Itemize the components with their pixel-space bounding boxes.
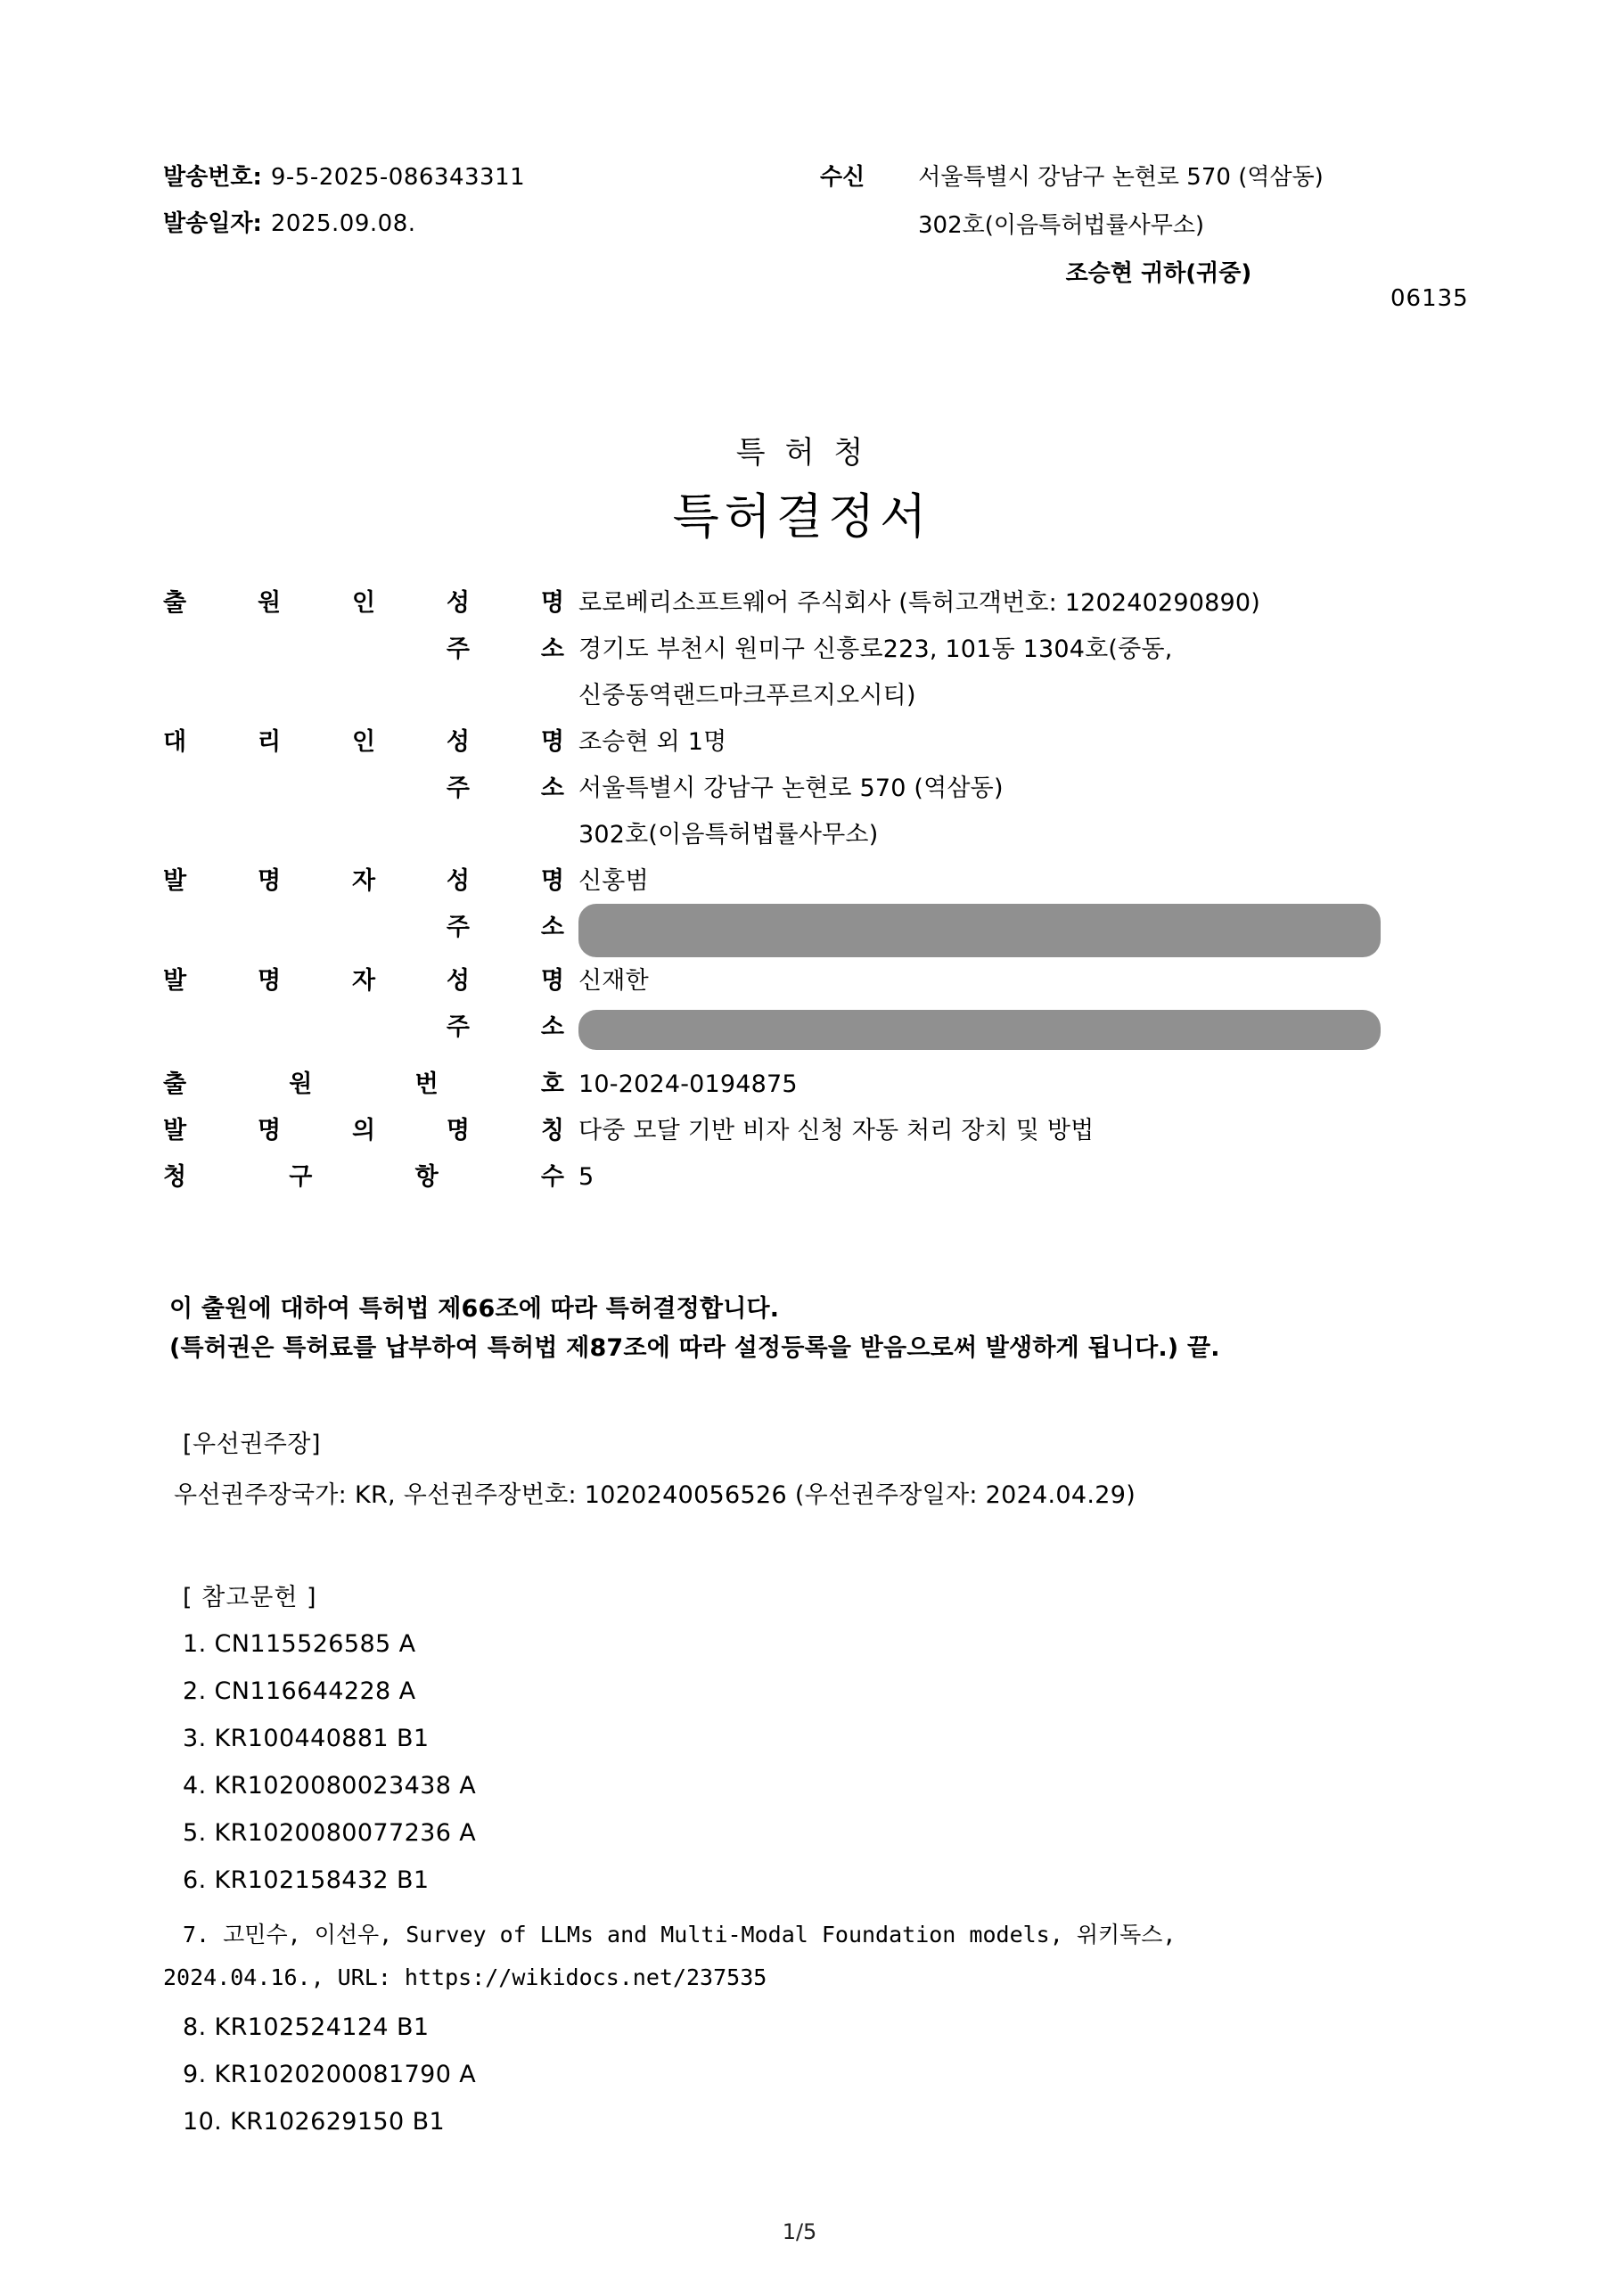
application-number-label: 출 원 번 호	[163, 1070, 564, 1098]
reference-item: 2. CN116644228 A	[183, 1677, 416, 1705]
page-title: 특허결정서	[672, 488, 932, 545]
priority-body: 우선권주장국가: KR, 우선권주장번호: 1020240056526 (우선권주장일자: 2024.04.29)	[174, 1481, 1136, 1509]
field-row-claim-count	[163, 1155, 1464, 1200]
inventor2-address-redaction	[578, 1010, 1381, 1050]
reference-item-7	[163, 1914, 1520, 1999]
claim-count-value: 5	[578, 1163, 594, 1191]
recipient-address-line2: 302호(이음특허법률사무소)	[918, 212, 1205, 239]
inventor2-name-value: 신재한	[578, 967, 649, 995]
reference-item: 8. KR102524124 B1	[183, 2013, 430, 2041]
reference-7-line1: 7. 고민수, 이선우, Survey of LLMs and Multi-Modal Foundation models, 위키독스,	[183, 1922, 1177, 1948]
send-number-row	[163, 159, 525, 192]
inventor1-name-label: 발 명 자 성 명	[163, 867, 564, 895]
applicant-name-label: 출 원 인 성 명	[163, 589, 564, 617]
applicant-address-line1: 경기도 부천시 원미구 신흥로223, 101동 1304호(중동,	[578, 636, 1173, 663]
decision-statement	[169, 1290, 1488, 1368]
agent-name-label: 대 리 인 성 명	[163, 728, 564, 756]
reference-item: 3. KR100440881 B1	[183, 1725, 430, 1752]
recipient-label: 수신	[820, 164, 865, 191]
field-row-agent-address-cont	[163, 813, 1464, 857]
send-date-row	[163, 205, 525, 238]
field-row-applicant-address	[163, 627, 1464, 672]
reference-item: 5. KR1020080077236 A	[183, 1819, 477, 1847]
bibliographic-fields	[163, 581, 1464, 1201]
references-heading: [ 참고문헌 ]	[183, 1584, 317, 1611]
reference-item: 9. KR1020200081790 A	[183, 2061, 477, 2088]
decision-line-1: 이 출원에 대하여 특허법 제66조에 따라 특허결정합니다.	[169, 1295, 780, 1323]
applicant-address-line2: 신중동역랜드마크푸르지오시티)	[578, 682, 916, 709]
field-row-inventor2-name	[163, 959, 1464, 1004]
reference-7-line2: 2024.04.16., URL: https://wikidocs.net/237535	[163, 1964, 767, 1990]
field-row-applicant-name	[163, 581, 1464, 626]
send-info-block	[163, 159, 525, 251]
application-number-value: 10-2024-0194875	[578, 1070, 798, 1098]
priority-claim-section	[174, 1424, 1502, 1510]
inventor1-name-value: 신홍범	[578, 867, 649, 895]
field-row-agent-address	[163, 767, 1464, 811]
field-row-inventor2-address	[163, 1005, 1464, 1050]
send-date-value: 2025.09.08.	[270, 210, 416, 237]
invention-title-value: 다중 모달 기반 비자 신청 자동 처리 장치 및 방법	[578, 1117, 1095, 1144]
agent-name-value: 조승현 외 1명	[578, 728, 727, 756]
reference-item: 4. KR1020080023438 A	[183, 1772, 477, 1800]
recipient-first-row	[820, 159, 1444, 192]
reference-item: 10. KR102629150 B1	[183, 2108, 446, 2136]
applicant-address-label: 주 소	[446, 636, 564, 663]
recipient-name: 조승현 귀하(귀중)	[1065, 260, 1252, 287]
field-row-inventor1-address	[163, 906, 1464, 957]
inventor2-address-label: 주 소	[446, 1013, 564, 1041]
recipient-block	[820, 159, 1444, 288]
field-row-agent-name	[163, 720, 1464, 765]
references-section	[163, 1578, 1520, 2155]
page-number: 1/5	[782, 2219, 817, 2244]
recipient-address-line1: 서울특별시 강남구 논현로 570 (역삼동)	[918, 164, 1324, 191]
applicant-name-value: 로로베리소프트웨어 주식회사 (특허고객번호: 120240290890)	[578, 589, 1261, 617]
organization-title: 특허청	[735, 435, 883, 471]
send-number-label: 발송번호:	[163, 164, 262, 191]
field-row-invention-title	[163, 1109, 1464, 1153]
inventor2-name-label: 발 명 자 성 명	[163, 967, 564, 995]
agent-address-line1: 서울특별시 강남구 논현로 570 (역삼동)	[578, 775, 1004, 802]
reference-item: 1. CN115526585 A	[183, 1630, 416, 1658]
field-row-inventor1-name	[163, 859, 1464, 904]
field-row-applicant-address-cont	[163, 674, 1464, 718]
inventor1-address-redaction	[578, 904, 1381, 957]
inventor1-address-label: 주 소	[446, 914, 564, 941]
decision-line-2: (특허권은 특허료를 납부하여 특허법 제87조에 따라 설정등록을 받음으로써 발생하게 됩니다.) 끝.	[169, 1334, 1220, 1362]
claim-count-label: 청 구 항 수	[163, 1163, 564, 1191]
send-date-label: 발송일자:	[163, 210, 262, 237]
priority-heading: [우선권주장]	[183, 1431, 321, 1458]
field-row-application-number	[163, 1062, 1464, 1107]
postal-code: 06135	[1390, 285, 1469, 312]
invention-title-label: 발 명 의 명 칭	[163, 1117, 564, 1144]
agent-address-label: 주 소	[446, 775, 564, 802]
agent-address-line2: 302호(이음특허법률사무소)	[578, 821, 879, 849]
reference-item: 6. KR102158432 B1	[183, 1866, 430, 1894]
send-number-value: 9-5-2025-086343311	[270, 164, 526, 191]
